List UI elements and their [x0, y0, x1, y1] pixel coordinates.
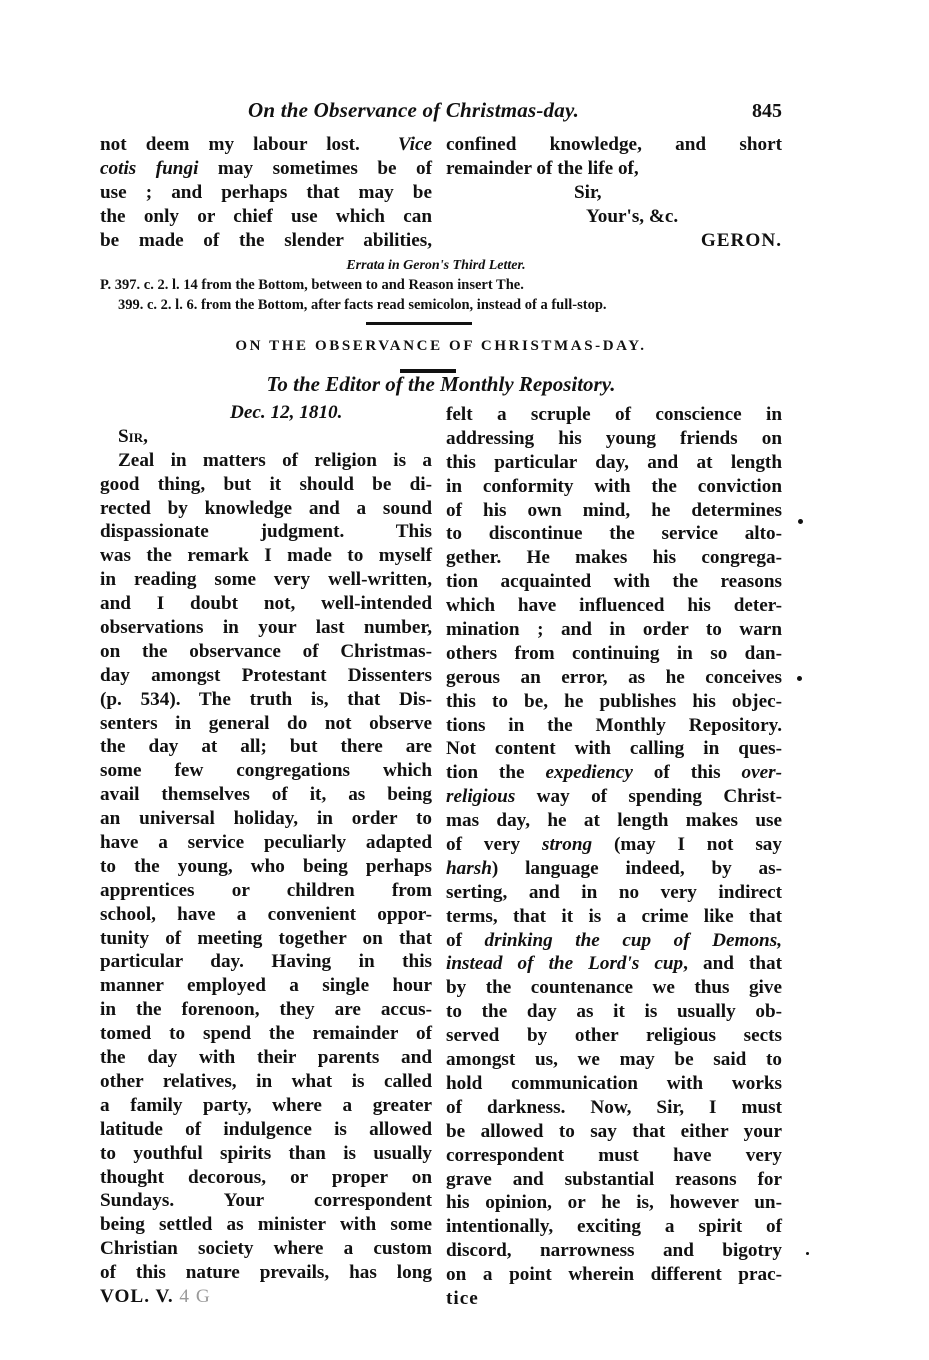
text-line: Not content with calling in ques- — [446, 738, 782, 760]
signature-mark: 4 G — [173, 1285, 211, 1307]
text-line: grave and substantial reasons for — [446, 1168, 782, 1190]
margin-mark — [806, 1252, 809, 1255]
text-line: which have influenced his deter- — [446, 595, 782, 617]
running-title: On the Observance of Christmas-day. — [248, 98, 580, 122]
previous-letter-left-column — [100, 133, 432, 252]
text-line: tions in the Monthly Repository. — [446, 714, 782, 736]
text-line: cotis fungi may sometimes be of — [100, 157, 432, 179]
text-line: rected by knowledge and a sound — [100, 497, 432, 519]
article-title: ON THE OBSERVANCE OF CHRISTMAS-DAY. — [235, 338, 647, 354]
text-line: being settled as minister with some — [100, 1214, 432, 1236]
text-line: harsh) language indeed, by as- — [446, 857, 782, 879]
text-line: religious way of spending Christ- — [446, 786, 782, 808]
text-line: remainder of the life of, — [446, 157, 639, 179]
text-line: apprentices or children from — [100, 879, 432, 901]
text-line: tion the expediency of this over- — [446, 762, 783, 784]
errata-line: P. 397. c. 2. l. 14 from the Bottom, between to and Reason insert The. — [100, 277, 524, 293]
text-line: on the observance of Christmas- — [100, 640, 432, 662]
dateline: Dec. 12, 1810. — [230, 402, 343, 423]
text-line: of his own mind, he determines — [446, 499, 782, 521]
text-line: others from continuing in so dan- — [446, 642, 782, 664]
text-line: an universal holiday, in order to — [100, 808, 432, 830]
errata-line: 399. c. 2. l. 6. from the Bottom, after facts read semicolon, instead of a full-stop. — [118, 297, 607, 313]
latin-phrase: cotis fungi — [100, 157, 199, 179]
previous-letter-right-column — [446, 133, 782, 252]
text-line: of drinking the cup of Demons, — [446, 929, 782, 951]
running-head — [100, 98, 782, 126]
text-line: intentionally, exciting a spirit of — [446, 1216, 782, 1238]
article-addressee: To the Editor of the Monthly Repository. — [266, 372, 616, 396]
text-line: of darkness. Now, Sir, I must — [446, 1096, 782, 1118]
text-line: some few congregations which — [100, 760, 432, 782]
text-line: to discontinue the service alto- — [446, 523, 782, 545]
closing-valediction: Your's, &c. — [586, 205, 679, 227]
article-left-column — [100, 401, 432, 1309]
text-line: mas day, he at length makes use — [446, 810, 782, 832]
text-line: instead of the Lord's cup, and that — [446, 953, 783, 975]
text-line: the only or chief use which can — [100, 205, 432, 227]
text-line: day amongst Protestant Dissenters — [100, 664, 432, 686]
text-line: Christian society where a custom — [100, 1238, 432, 1260]
text-line: to the day as it is usually ob- — [446, 1001, 782, 1023]
text-line: Sundays. Your correspondent — [100, 1190, 432, 1212]
text-line: avail themselves of it, as being — [100, 784, 432, 806]
text-line: correspondent must have very — [446, 1144, 782, 1166]
text-line: particular day. Having in this — [100, 951, 432, 973]
text-line: be allowed to say that either your — [446, 1120, 782, 1142]
text-line: gerous an error, as he conceives — [446, 666, 782, 688]
text-line: of very strong (may I not say — [446, 834, 782, 856]
text-line: (p. 534). The truth is, that Dis- — [100, 688, 432, 710]
text-line: the day with their parents and — [100, 1047, 432, 1069]
text-line: and I doubt not, well-intended — [100, 593, 432, 615]
text-line: manner employed a single hour — [100, 975, 432, 997]
text-line: addressing his young friends on — [446, 427, 782, 449]
text-line: of this nature prevails, has long — [100, 1262, 432, 1284]
text-line: observations in your last number, — [100, 617, 432, 639]
latin-phrase: Vice — [397, 134, 432, 155]
text-line: by the countenance we thus give — [446, 977, 782, 999]
text-line: on a point wherein different prac- — [446, 1264, 782, 1286]
text-line: amongst us, we may be said to — [446, 1049, 782, 1071]
text-line: use ; and perhaps that may be — [100, 181, 432, 203]
text-line: this particular day, and at length — [446, 451, 782, 473]
text-line: felt a scruple of conscience in — [446, 404, 782, 425]
text-line: a family party, where a greater — [100, 1094, 432, 1116]
text-line: served by other religious sects — [446, 1025, 782, 1047]
text-line: senters in general do not observe — [100, 712, 432, 734]
text-line: in the forenoon, they are accus- — [100, 999, 432, 1021]
text-line: school, have a convenient oppor- — [100, 903, 432, 925]
salutation: Sir, — [118, 425, 148, 447]
text-line: this to be, he publishes his objec- — [446, 690, 782, 712]
text-line: gether. He makes his congrega- — [446, 547, 782, 569]
text-line: have a service peculiarly adapted — [100, 832, 432, 854]
text-line: tomed to spend the remainder of — [100, 1023, 432, 1045]
text-line: the day at all; but there are — [100, 736, 432, 758]
text-line: be made of the slender abilities, — [100, 229, 432, 251]
text-line: other relatives, in what is called — [100, 1070, 432, 1092]
text-line: Zeal in matters of religion is a — [118, 449, 432, 471]
text-line: hold communication with works — [446, 1072, 782, 1094]
text-line: serting, and in no very indirect — [446, 881, 782, 903]
text-line: to youthful spirits than is usually — [100, 1142, 432, 1164]
page-number: 845 — [752, 100, 782, 122]
text-line: tion acquainted with the reasons — [446, 571, 782, 593]
text-line: good thing, but it should be di- — [100, 473, 432, 495]
text-line: dispassionate judgment. This — [100, 521, 432, 543]
closing-salutation: Sir, — [574, 181, 602, 203]
text-line: thought decorous, or proper on — [100, 1166, 432, 1188]
text-line: his opinion, or he is, however un- — [446, 1192, 782, 1214]
article-right-column — [446, 403, 782, 1311]
text-line: terms, that it is a crime like that — [446, 905, 782, 927]
text-line: mination ; and in order to warn — [446, 619, 782, 641]
text-line: latitude of indulgence is allowed — [100, 1118, 432, 1140]
text-line: in reading some very well-written, — [100, 569, 432, 591]
text-line: not deem my labour lost. Vice — [100, 134, 432, 155]
text-line: was the remark I made to myself — [100, 545, 432, 567]
text-line: tunity of meeting together on that — [100, 927, 432, 949]
text-line: to the young, who being perhaps — [100, 855, 432, 877]
text-line: in conformity with the conviction — [446, 475, 782, 497]
errata-title: Errata in Geron's Third Letter. — [346, 258, 526, 273]
margin-mark — [798, 519, 803, 524]
catchword: tice — [446, 1287, 479, 1309]
catchword-line — [100, 1285, 432, 1309]
section-divider — [366, 322, 472, 325]
text-line: confined knowledge, and short — [446, 134, 782, 155]
signature: GERON. — [700, 229, 782, 251]
volume-mark: VOL. V. — [100, 1285, 174, 1307]
text-line: discord, narrowness and bigotry — [446, 1240, 782, 1262]
margin-mark — [797, 676, 802, 681]
errata-block — [100, 257, 782, 315]
